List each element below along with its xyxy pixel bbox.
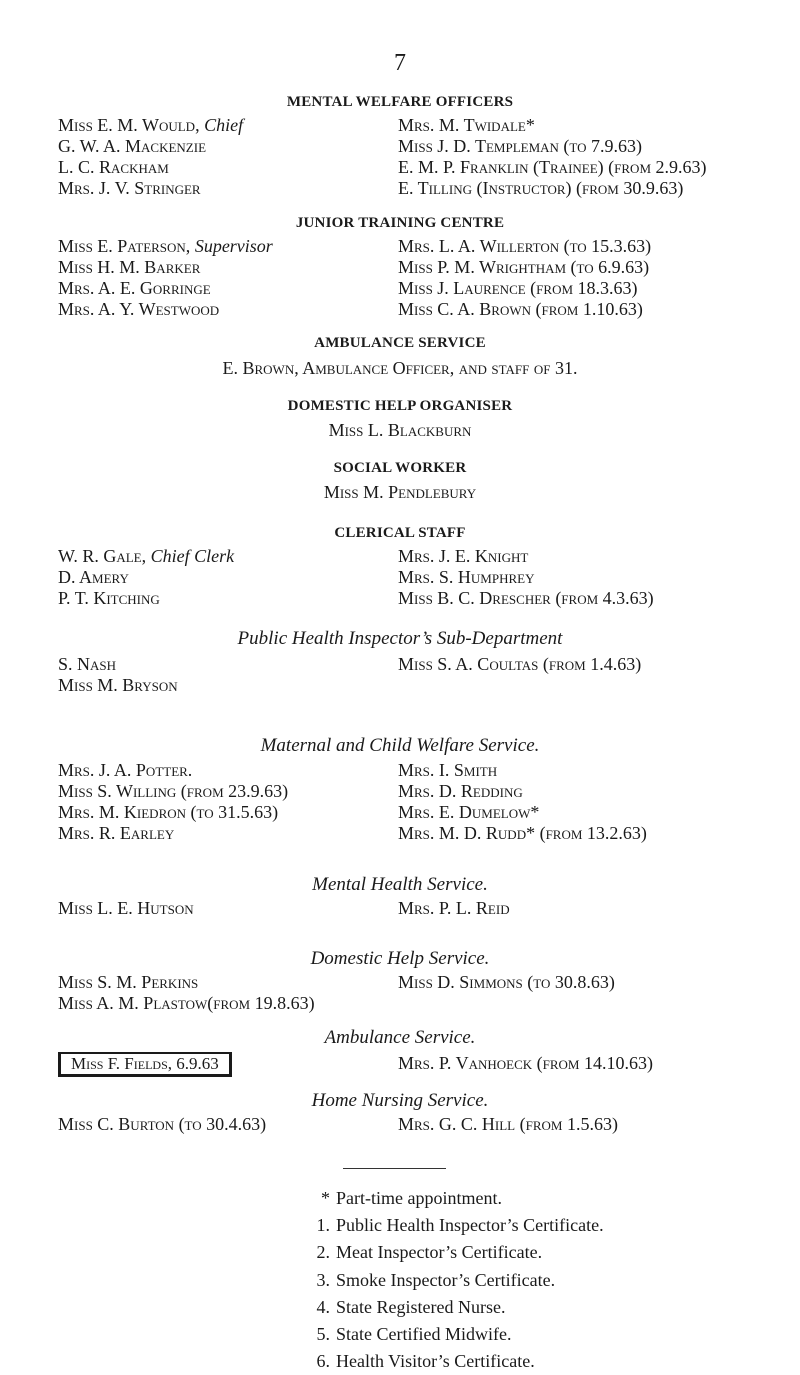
staff-entry: Mrs. S. Humphrey — [398, 567, 535, 587]
staff-entry: S. Nash — [58, 654, 117, 674]
staff-entry: Miss S. Willing (from 23.9.63) — [58, 781, 289, 801]
ambulance-heading: AMBULANCE SERVICE — [314, 335, 486, 351]
domestic-service-heading: Domestic Help Service. — [310, 948, 490, 969]
mental-welfare-heading: MENTAL WELFARE OFFICERS — [286, 94, 514, 110]
staff-entry: Miss H. M. Barker — [58, 257, 201, 277]
staff-entry: Miss S. M. Perkins — [58, 972, 199, 992]
social-worker-heading: SOCIAL WORKER — [333, 460, 467, 476]
staff-entry: Miss E. Paterson, Supervisor — [58, 236, 273, 256]
ambulance-service-heading: Ambulance Service. — [324, 1027, 476, 1048]
mental-welfare-left-list — [58, 115, 243, 199]
staff-entry: Mrs. P. L. Reid — [398, 898, 510, 918]
staff-entry: Mrs. J. V. Stringer — [58, 178, 201, 198]
staff-entry: Mrs. M. Kiedron (to 31.5.63) — [58, 802, 279, 822]
home-nursing-heading: Home Nursing Service. — [311, 1090, 489, 1111]
page-number: 7 — [394, 50, 406, 76]
staff-entry: Miss P. M. Wrightham (to 6.9.63) — [398, 257, 650, 277]
mental-health-heading: Mental Health Service. — [312, 874, 488, 895]
footnote-item: 2. Meat Inspector’s Certificate. — [316, 1242, 543, 1263]
staff-entry: P. T. Kitching — [58, 588, 160, 608]
mental-health-left-list — [58, 898, 194, 919]
staff-entry: Mrs. L. A. Willerton (to 15.3.63) — [398, 236, 652, 256]
staff-entry: Miss J. Laurence (from 18.3.63) — [398, 278, 638, 298]
footnote-item: * Part-time appointment. — [321, 1188, 502, 1208]
staff-entry: Mrs. J. A. Potter. — [58, 760, 193, 780]
footnote-item: 3. Smoke Inspector’s Certificate. — [316, 1269, 556, 1290]
clerical-left-list — [58, 546, 234, 609]
staff-entry: Mrs. P. Vanhoeck (from 14.10.63) — [398, 1053, 653, 1073]
footnote-item: 4. State Registered Nurse. — [316, 1296, 506, 1317]
staff-entry: E. M. P. Franklin (Trainee) (from 2.9.63) — [398, 157, 707, 177]
junior-training-right-list — [398, 236, 651, 320]
staff-entry: Mrs. D. Redding — [398, 781, 523, 801]
staff-entry: Mrs. R. Earley — [58, 823, 175, 843]
staff-entry: W. R. Gale, Chief Clerk — [58, 546, 235, 566]
staff-entry: Miss M. Bryson — [58, 675, 178, 695]
junior-training-heading: JUNIOR TRAINING CENTRE — [295, 215, 505, 231]
staff-entry: D. Amery — [58, 567, 129, 587]
footnotes — [300, 1185, 604, 1375]
mental-welfare-right-list — [398, 115, 707, 199]
domestic-service-left-list — [58, 972, 315, 1014]
staff-entry: Miss D. Simmons (to 30.8.63) — [398, 972, 615, 992]
domestic-service-right-list — [398, 972, 615, 993]
staff-entry: Mrs. J. E. Knight — [398, 546, 529, 566]
footnote-item: 6. Health Visitor’s Certificate. — [316, 1351, 535, 1372]
maternal-right-list — [398, 760, 647, 844]
staff-entry: Miss A. M. Plastow(from 19.8.63) — [58, 993, 315, 1013]
staff-entry: E. Tilling (Instructor) (from 30.9.63) — [398, 178, 684, 198]
staff-entry: Mrs. I. Smith — [398, 760, 498, 780]
social-worker-name: Miss M. Pendlebury — [323, 482, 477, 502]
staff-entry: G. W. A. Mackenzie — [58, 136, 207, 156]
staff-entry: Miss S. A. Coultas (from 1.4.63) — [398, 654, 642, 674]
footnote-item: 5. State Certified Midwife. — [316, 1324, 512, 1345]
staff-entry: Miss E. M. Would, Chief — [58, 115, 244, 135]
staff-entry: Miss C. Burton (to 30.4.63) — [58, 1114, 267, 1134]
phi-left-list — [58, 654, 178, 696]
staff-entry: Mrs. A. E. Gorringe — [58, 278, 211, 298]
home-nursing-right-list — [398, 1114, 618, 1135]
footnote-item: 1. Public Health Inspector’s Certificate. — [316, 1215, 604, 1236]
staff-entry: Miss B. C. Drescher (from 4.3.63) — [398, 588, 654, 608]
divider-rule — [343, 1168, 446, 1169]
staff-entry: L. C. Rackham — [58, 157, 169, 177]
junior-training-left-list — [58, 236, 273, 320]
domestic-help-name: Miss L. Blackburn — [328, 420, 472, 440]
staff-entry: Mrs. E. Dumelow* — [398, 802, 540, 822]
staff-entry: Mrs. A. Y. Westwood — [58, 299, 220, 319]
clerical-right-list — [398, 546, 654, 609]
staff-entry: Miss C. A. Brown (from 1.10.63) — [398, 299, 643, 319]
boxed-staff-entry: Miss F. Fields, 6.9.63 — [58, 1052, 232, 1077]
ambulance-text: E. Brown, Ambulance Officer, and staff of 31. — [222, 358, 578, 378]
clerical-heading: CLERICAL STAFF — [334, 525, 466, 541]
staff-entry: Miss J. D. Templeman (to 7.9.63) — [398, 136, 642, 156]
home-nursing-left-list — [58, 1114, 266, 1135]
maternal-left-list — [58, 760, 288, 844]
staff-entry: Mrs. M. Twidale* — [398, 115, 535, 135]
maternal-heading: Maternal and Child Welfare Service. — [260, 735, 540, 756]
phi-right-list — [398, 654, 641, 675]
phi-heading: Public Health Inspector’s Sub-Department — [237, 628, 563, 649]
ambulance-service-right-list — [398, 1053, 653, 1074]
staff-entry: Mrs. G. C. Hill (from 1.5.63) — [398, 1114, 618, 1134]
mental-health-right-list — [398, 898, 510, 919]
staff-entry: Mrs. M. D. Rudd* (from 13.2.63) — [398, 823, 647, 843]
staff-entry: Miss L. E. Hutson — [58, 898, 194, 918]
domestic-help-heading: DOMESTIC HELP ORGANISER — [287, 398, 513, 414]
